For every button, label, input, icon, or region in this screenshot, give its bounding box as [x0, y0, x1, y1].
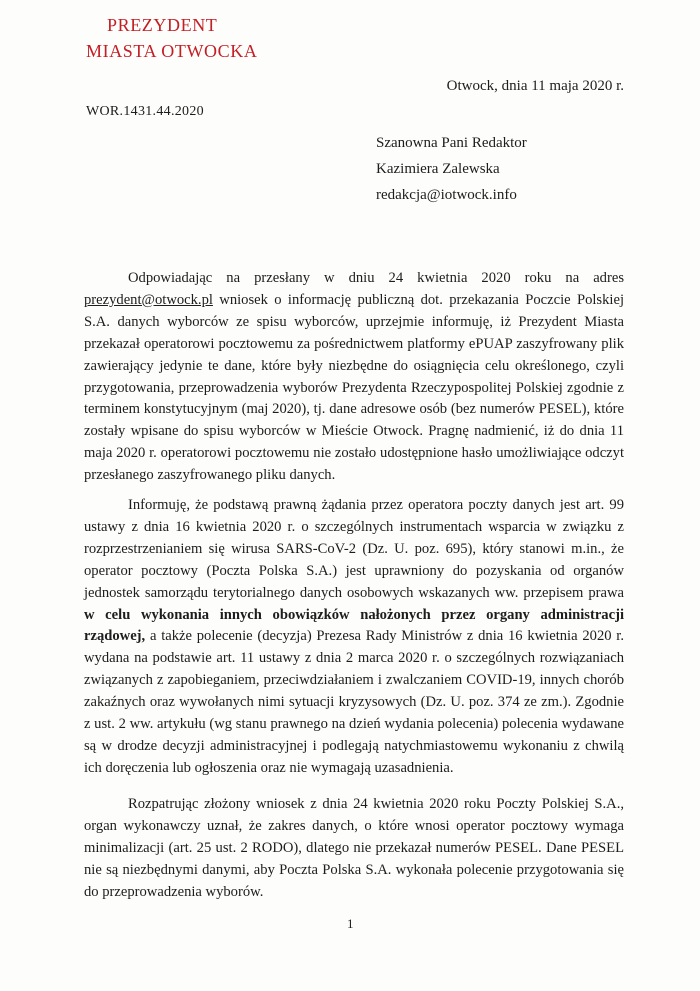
paragraph-2-bold: w celu wykonania innych obowiązków nałożonych przez organy administracji rządowej, [84, 606, 624, 645]
paragraph-2-body: a także polecenie (decyzja) Prezesa Rady Ministrów z dnia 16 kwietnia 2020 r. wydana na podstawie art. 11 ustawy z dnia 2 marca 2020 r. o szczególnych rozwiązaniach związanych z zapobieganiem, przeciwdziałaniem i zwalczaniem COVID-19, innych chorób zakaźnych oraz wywołanych nimi sytuacji kryzysowych (Dz. U. poz. 374 ze zm.). Zgodnie z ust. 2 ww. artykułu (wg stanu prawnego na dzień wydania polecenia) polecenia wydawane są w drodze decyzji administracyjnej i podlegają natychmiastowemu wykonaniu z chwilą ich doręczenia lub ogłoszenia oraz nie wymagają uzasadnienia. [84, 628, 624, 776]
place-and-date: Otwock, dnia 11 maja 2020 r. [446, 78, 624, 94]
paragraph-2-intro: Informuję, że podstawą prawną żądania przez operatora poczty danych jest art. 99 ustawy z dnia 16 kwietnia 2020 r. o szczególnych instrumentach wsparcia w związku z rozprzestrzenianiem się wirusa SARS-CoV-2 (Dz. U. poz. 695), który stanowi m.in., że operator pocztowy (Poczta Polska S.A.) jest uprawniony do pozyskania od organów jednostek samorządu terytorialnego danych osobowych wskazanych ww. przepisem prawa [84, 497, 624, 601]
paragraph-1-body: wniosek o informację publiczną dot. przekazania Poczcie Polskiej S.A. danych wyborców ze spisu wyborców, uprzejmie informuję, iż Prezydent Miasta przekazał operatorowi pocztowemu za pośrednictwem platformy ePUAP zaszyfrowany plik zawierający jedynie te dane, które były niezbędne do osiągnięcia celu określonego, czyli przygotowania, przeprowadzenia wyborów Prezydenta Rzeczypospolitej Polskiej zgodnie z terminem konstytucyjnym (maj 2020), tj. dane adresowe osób (bez numerów PESEL), które zostały wpisane do spisu wyborców w Mieście Otwock. Pragnę nadmienić, iż do dnia 11 maja 2020 r. operatorowi pocztowemu nie zostało udostępnione hasło umożliwiające odczyt przesłanego zaszyfrowanego pliku danych. [84, 291, 624, 484]
page-number: 1 [347, 916, 354, 931]
reference-number: WOR.1431.44.2020 [86, 104, 204, 119]
recipient-salutation: Szanowna Pani Redaktor [376, 135, 527, 151]
prezydent-email-link[interactable]: prezydent@otwock.pl [84, 291, 213, 308]
letterhead-title-line2: MIASTA OTWOCKA [86, 41, 258, 61]
paragraph-3-text: Rozpatrując złożony wniosek z dnia 24 kwietnia 2020 roku Poczty Polskiej S.A., organ wykonawczy uznał, że zakres danych, o które wnosi operator pocztowy wymaga minimalizacji (art. 25 ust. 2 RODO), dlatego nie przekazał numerów PESEL. Dane PESEL nie są niezbędnymi danymi, aby Poczta Polska S.A. wykonała polecenie przygotowania się do przeprowadzenia wyborów. [84, 796, 624, 900]
paragraph-2 [84, 495, 624, 780]
paragraph-1-intro: Odpowiadając na przesłany w dniu 24 kwietnia 2020 roku na adres [128, 270, 624, 286]
paragraph-3 [84, 794, 624, 904]
paragraph-1 [84, 268, 624, 487]
letterhead-title-line1: PREZYDENT [107, 15, 218, 35]
recipient-email: redakcja@iotwock.info [376, 187, 517, 203]
recipient-name: Kazimiera Zalewska [376, 161, 500, 177]
